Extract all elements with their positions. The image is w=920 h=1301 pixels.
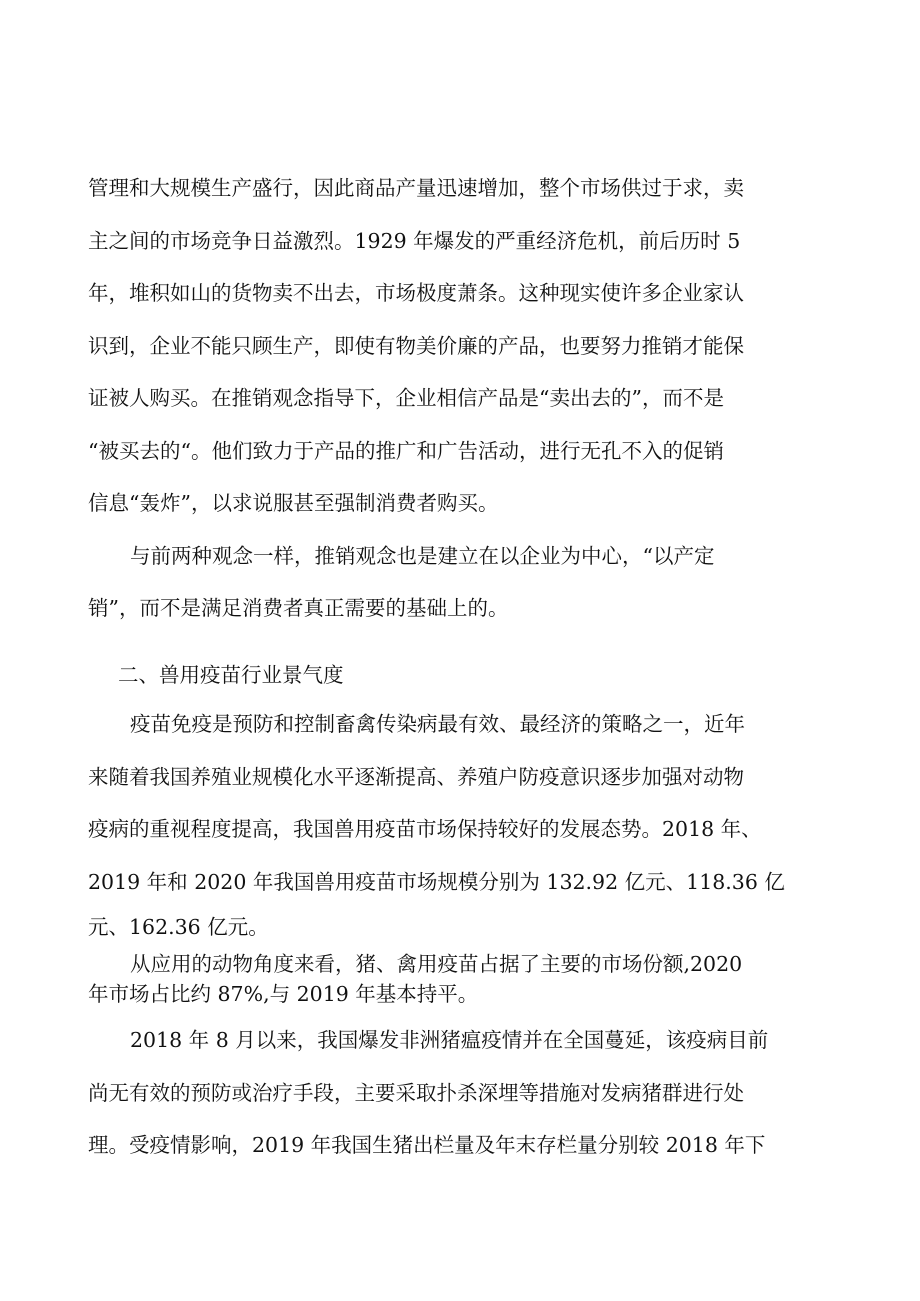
text-line: 来随着我国养殖业规模化水平逐渐提高、养殖户防疫意识逐步加强对动物 [88,765,744,789]
text-line: 识到，企业不能只顾生产，即使有物美价廉的产品，也要努力推销才能保 [88,334,744,358]
text-line: 疫病的重视程度提高，我国兽用疫苗市场保持较好的发展态势。2018 年、 [88,817,762,841]
text-line: 从应用的动物角度来看，猪、禽用疫苗占据了主要的市场份额,2020 [130,952,743,976]
text-line: 管理和大规模生产盛行，因此商品产量迅速增加，整个市场供过于求，卖 [88,176,744,200]
text-line: 年，堆积如山的货物卖不出去，市场极度萧条。这种现实使许多企业家认 [88,281,744,305]
text-line: 年市场占比约 87%,与 2019 年基本持平。 [88,982,479,1006]
text-line: 疫苗免疫是预防和控制畜禽传染病最有效、最经济的策略之一，近年 [130,712,745,736]
text-line: 信息“轰炸”，以求说服甚至强制消费者购买。 [88,491,499,515]
text-line: 尚无有效的预防或治疗手段，主要采取扑杀深埋等措施对发病猪群进行处 [88,1081,744,1105]
text-line: 证被人购买。在推销观念指导下，企业相信产品是“卖出去的”，而不是 [88,386,724,410]
text-line: 理。受疫情影响，2019 年我国生猪出栏量及年末存栏量分别较 2018 年下 [88,1133,766,1157]
text-line: 元、162.36 亿元。 [88,915,269,939]
text-line: 销”，而不是满足消费者真正需要的基础上的。 [88,596,509,620]
text-line: 2018 年 8 月以来，我国爆发非洲猪瘟疫情并在全国蔓延，该疫病目前 [130,1028,769,1052]
text-line: “被买去的“。他们致力于产品的推广和广告活动，进行无孔不入的促销 [88,439,724,463]
section-heading: 二、兽用疫苗行业景气度 [118,663,344,687]
text-line: 与前两种观念一样，推销观念也是建立在以企业为中心，“以产定 [130,544,715,568]
text-line: 主之间的市场竞争日益激烈。1929 年爆发的严重经济危机，前后历时 5 [88,229,741,253]
text-line: 2019 年和 2020 年我国兽用疫苗市场规模分别为 132.92 亿元、118.36 亿 [88,870,785,894]
